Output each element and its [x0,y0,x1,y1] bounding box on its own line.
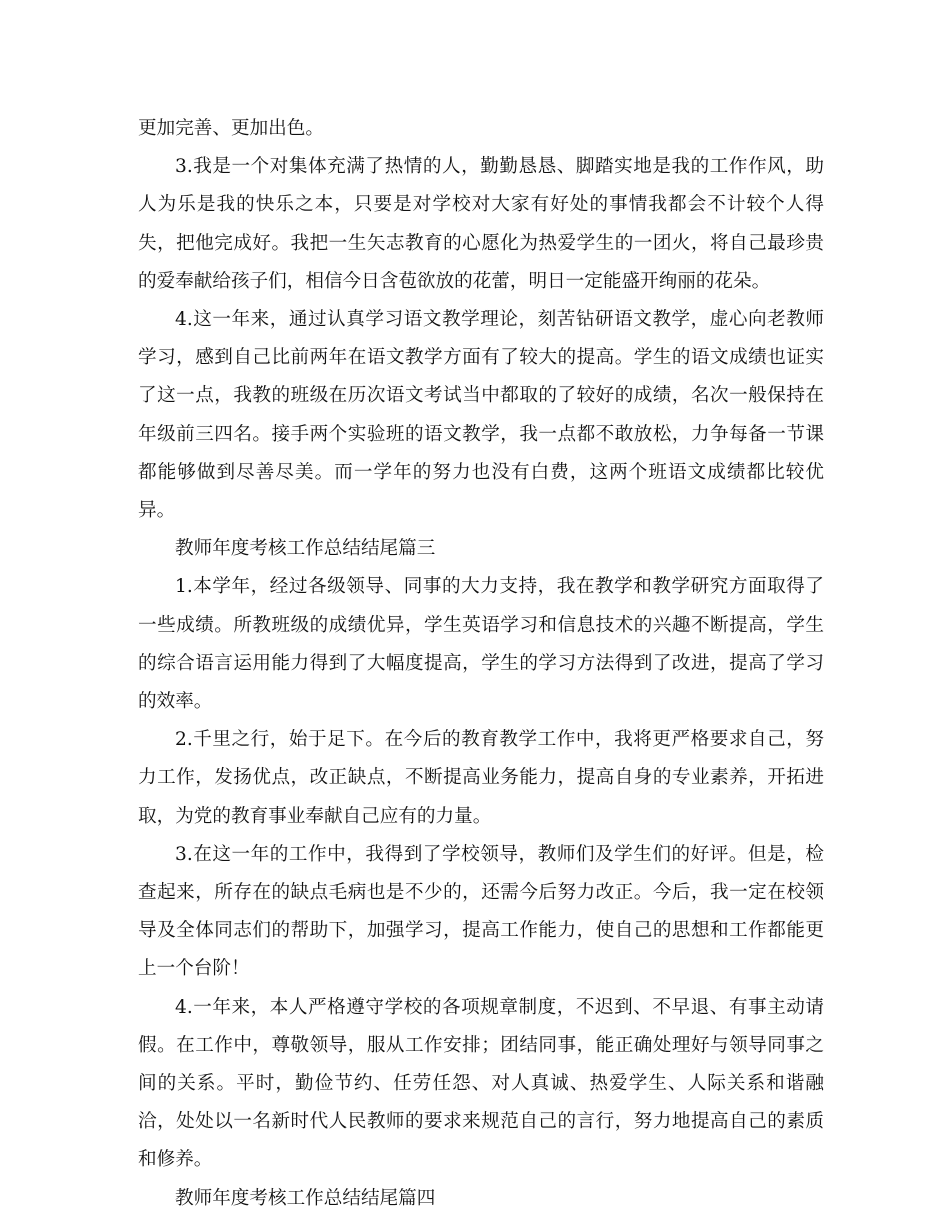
section-heading: 教师年度考核工作总结结尾篇三 [175,538,436,560]
body-paragraph: 4.这一年来，通过认真学习语文教学理论，刻苦钻研语文教学，虚心向老教师学习，感到自己比前两年在语文教学方面有了较大的提高。学生的语文成绩也证实了这一点，我教的班级在历次语文考试当中都取的了较好的成绩，名次一般保持在年级前三四名。接手两个实验班的语文教学，我一点都不敢放松，力争每备一节课都能够做到尽善尽美。而一学年的努力也没有白费，这两个班语文成绩都比较优异。 [138,309,824,522]
body-paragraph: 1.本学年，经过各级领导、同事的大力支持，我在教学和教学研究方面取得了一些成绩。所教班级的成绩优异，学生英语学习和信息技术的兴趣不断提高，学生的综合语言运用能力得到了大幅度提高，学生的学习方法得到了改进，提高了学习的效率。 [138,576,824,713]
document-body [138,110,824,1218]
continuation-paragraph: 更加完善、更加出色。 [138,118,324,139]
section-heading: 教师年度考核工作总结结尾篇四 [175,1187,436,1209]
body-paragraph: 4.一年来，本人严格遵守学校的各项规章制度，不迟到、不早退、有事主动请假。在工作中，尊敬领导，服从工作安排；团结同事，能正确处理好与领导同事之间的关系。平时，勤俭节约、任劳任怨、对人真诚、热爱学生、人际关系和谐融洽，处处以一名新时代人民教师的要求来规范自己的言行，努力地提高自己的素质和修养。 [138,996,824,1171]
body-paragraph: 3.在这一年的工作中，我得到了学校领导，教师们及学生们的好评。但是，检查起来，所存在的缺点毛病也是不少的，还需今后努力改正。今后，我一定在校领导及全体同志们的帮助下，加强学习，提高工作能力，使自己的思想和工作都能更上一个台阶！ [138,843,824,980]
body-paragraph: 2.千里之行，始于足下。在今后的教育教学工作中，我将更严格要求自己，努力工作，发扬优点，改正缺点，不断提高业务能力，提高自身的专业素养，开拓进取，为党的教育事业奉献自己应有的力量。 [138,729,824,827]
body-paragraph: 3.我是一个对集体充满了热情的人，勤勤恳恳、脚踏实地是我的工作作风，助人为乐是我的快乐之本，只要是对学校对大家有好处的事情我都会不计较个人得失，把他完成好。我把一生矢志教育的心愿化为热爱学生的一团火，将自己最珍贵的爱奉献给孩子们，相信今日含苞欲放的花蕾，明日一定能盛开绚丽的花朵。 [138,156,824,292]
